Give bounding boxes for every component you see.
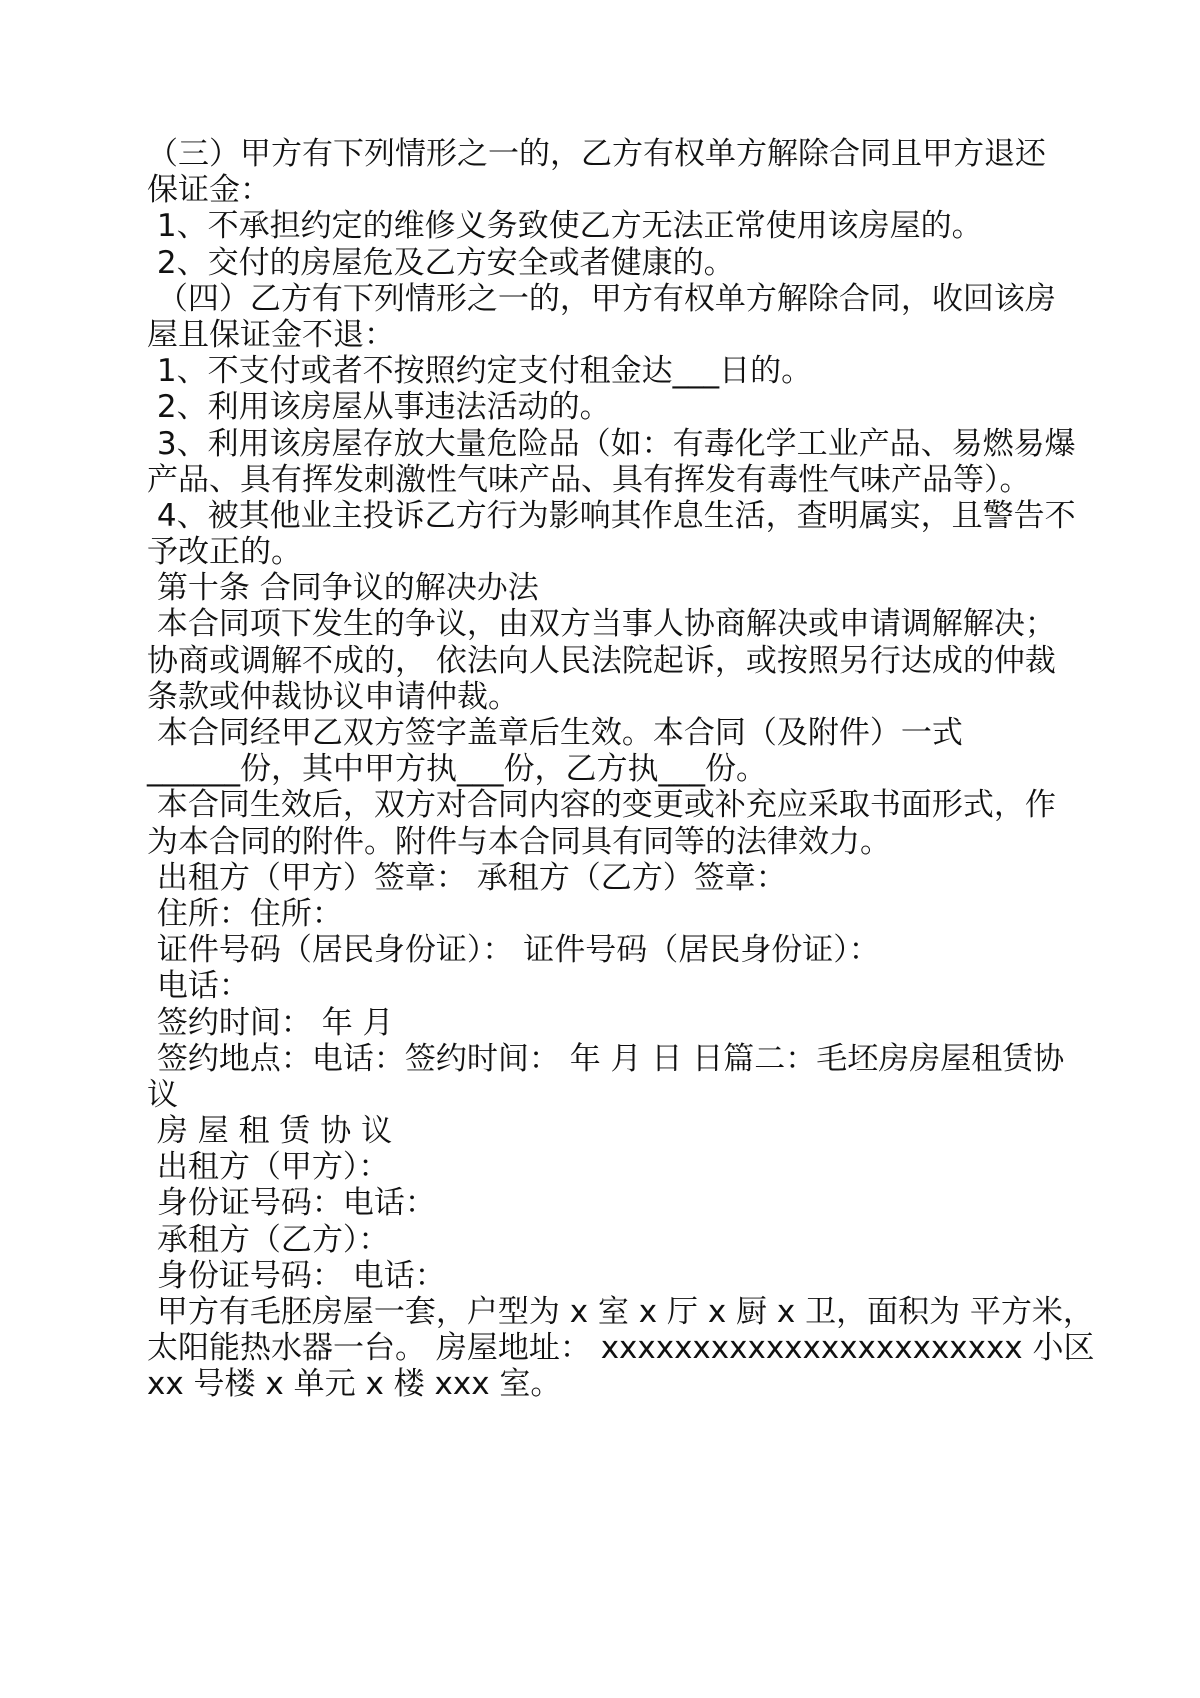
document-page — [147, 136, 1095, 1403]
agreement-title: 房 屋 租 赁 协 议 — [147, 1113, 393, 1150]
text-line: 议 — [147, 1076, 178, 1113]
text-line: 签约地点：电话：签约时间： 年 月 日 日篇二：毛坯房房屋租赁协 — [147, 1040, 1065, 1077]
text-line: 2、利用该房屋从事违法活动的。 — [147, 389, 611, 426]
lessor-line: 出租方（甲方）： — [147, 1149, 390, 1186]
text-line: xx 号楼 x 单元 x 楼 xxx 室。 — [147, 1366, 562, 1403]
text-line: 3、利用该房屋存放大量危险品（如：有毒化学工业产品、易燃易爆 — [147, 425, 1076, 462]
text-line: 1、不支付或者不按照约定支付租金达___日的。 — [147, 353, 813, 390]
address-line: 住所：住所： — [147, 895, 343, 932]
text-line: 予改正的。 — [147, 534, 302, 571]
text-line: 屋且保证金不退： — [147, 316, 395, 353]
text-line: 甲方有毛胚房屋一套，户型为 x 室 x 厅 x 厨 x 卫，面积为 平方米， — [147, 1294, 1094, 1330]
sign-date-line: 签约时间： 年 月 — [147, 1004, 394, 1041]
text-line: 保证金： — [147, 172, 271, 209]
signature-line: 出租方（甲方）签章： 承租方（乙方）签章： — [147, 859, 787, 896]
text-line: 2、交付的房屋危及乙方安全或者健康的。 — [147, 244, 735, 281]
lessee-line: 承租方（乙方）： — [147, 1221, 390, 1258]
text-line: （四）乙方有下列情形之一的，甲方有权单方解除合同，收回该房 — [147, 280, 1056, 317]
text-line: 条款或仲裁协议申请仲裁。 — [147, 678, 519, 715]
text-line: 4、被其他业主投诉乙方行为影响其作息生活，查明属实，且警告不 — [147, 497, 1076, 534]
text-line: 1、不承担约定的维修义务致使乙方无法正常使用该房屋的。 — [147, 208, 983, 245]
text-line: 本合同经甲乙双方签字盖章后生效。本合同（及附件）一式 — [147, 715, 963, 751]
text-line: ______份，其中甲方执___份，乙方执___份。 — [147, 751, 767, 788]
section-heading: 第十条 合同争议的解决办法 — [147, 570, 539, 607]
text-line: （三）甲方有下列情形之一的，乙方有权单方解除合同且甲方退还 — [147, 136, 1046, 172]
text-line: 本合同生效后，双方对合同内容的变更或补充应采取书面形式，作 — [147, 787, 1056, 824]
id-phone-line: 身份证号码： 电话： — [147, 1257, 446, 1294]
text-line: 产品、具有挥发刺激性气味产品、具有挥发有毒性气味产品等）。 — [147, 461, 1031, 498]
id-number-line: 证件号码（居民身份证）： 证件号码（居民身份证）： — [147, 932, 880, 969]
text-line: 为本合同的附件。附件与本合同具有同等的法律效力。 — [147, 823, 891, 860]
text-line: 本合同项下发生的争议，由双方当事人协商解决或申请调解解决； — [147, 606, 1056, 643]
id-phone-line: 身份证号码：电话： — [147, 1185, 436, 1222]
text-line: 太阳能热水器一台。 房屋地址： xxxxxxxxxxxxxxxxxxxxxxx 小区 — [147, 1330, 1095, 1367]
text-line: 协商或调解不成的， 依法向人民法院起诉，或按照另行达成的仲裁 — [147, 642, 1056, 679]
phone-line: 电话： — [147, 968, 250, 1005]
